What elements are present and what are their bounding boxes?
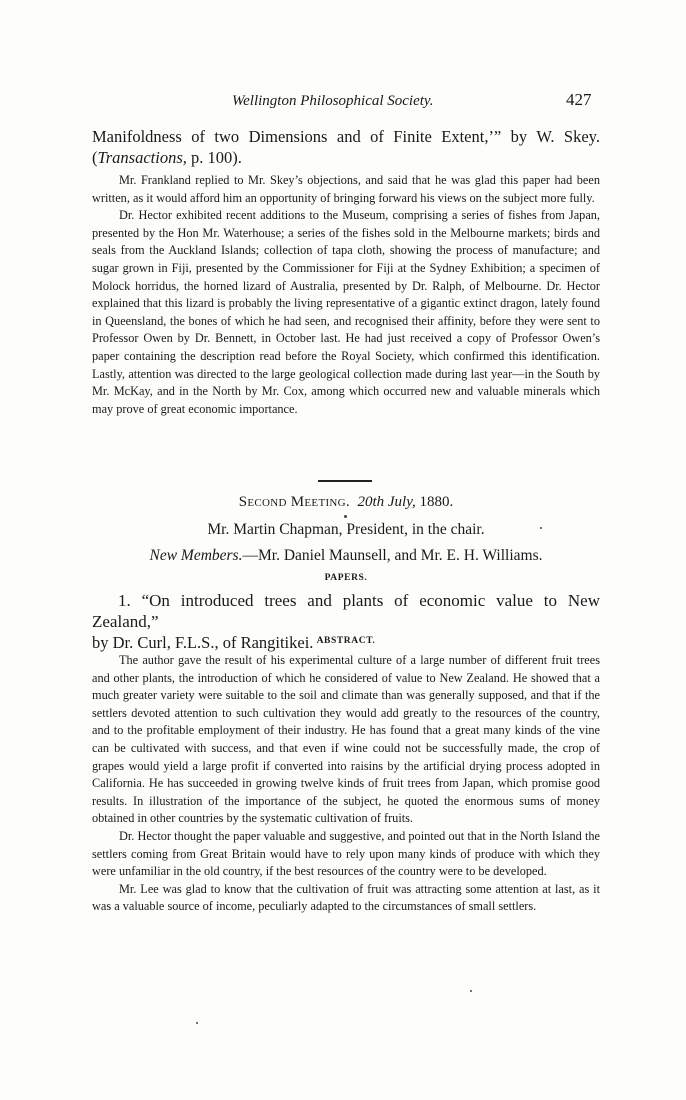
- new-members-label: New Members.: [149, 547, 243, 564]
- print-speck: [540, 527, 542, 529]
- reference-journal: Transactions,: [97, 148, 187, 167]
- meeting-year: 1880.: [415, 494, 454, 510]
- new-members-names: —Mr. Daniel Maunsell, and Mr. E. H. Williams.: [242, 547, 543, 564]
- meeting-heading: [92, 494, 600, 511]
- print-speck: [196, 1022, 198, 1024]
- paragraph-frankland: Mr. Frankland replied to Mr. Skey’s objections, and said that he was glad this paper had been written, as it would afford him an opportunity of bringing forward his views on the subject more fully.: [92, 173, 600, 205]
- print-speck: [344, 515, 347, 518]
- paper-title: 1. “On introduced trees and plants of economic value to New Zealand,”: [92, 591, 600, 631]
- chair-line: Mr. Martin Chapman, President, in the chair.: [207, 521, 485, 538]
- paper-reference: (Transactions, p. 100).: [92, 148, 242, 167]
- running-head-title: Wellington Philosophical Society.: [232, 93, 434, 109]
- first-section: [92, 126, 600, 418]
- reference-page: p. 100).: [186, 148, 242, 167]
- paragraph-hector-discussion: Dr. Hector thought the paper valuable and suggestive, and pointed out that in the North Island the settlers coming from Great Britain would have to rely upon many kinds of produce with which they were unfamiliar in the old country, if the best resources of the country were to be developed.: [92, 828, 600, 879]
- abstract-section: [92, 652, 600, 916]
- section-divider: [318, 480, 372, 482]
- new-members-line: [92, 547, 600, 565]
- paragraph-hector-museum: Dr. Hector exhibited recent additions to the Museum, comprising a series of fishes from Japan, presented by the Hon Mr. Waterhouse; a series of the fishes sold in the Melbourne markets; birds and seals from the Auckland Islands; collection of tapa cloth, showing the process of manufacture; and sugar grown in Fiji, presented by the Commissioner for Fiji at the Sydney Exhibition; a specimen of Molock horridus, the horned lizard of Australia, presented by Dr. Ralph, of Melbourne. Dr. Hector explained that this lizard is probably the living representative of a gigantic extinct dragon, lately found in Queensland, the bones of which he had seen, and recognised their affinity, before they were sent to Professor Owen by Dr. Bennett, in October last. He had just received a copy of Professor Owen’s paper containing the description read before the Royal Society, which confirmed this identification. Lastly, attention was directed to the large geological collection made during last year—in the South by Mr. McKay, and in the North by Mr. Cox, among which occurred new and valuable minerals which may prove of great economic importance.: [92, 208, 600, 416]
- paper-author: by Dr. Curl, F.L.S., of Rangitikei.: [92, 633, 314, 652]
- abstract-heading: ABSTRACT.: [316, 636, 376, 646]
- running-head: [0, 90, 686, 111]
- paper-title-continued: Manifoldness of two Dimensions and of Finite Extent,’” by W. Skey.: [92, 127, 600, 146]
- meeting-title: Second Meeting.: [238, 494, 350, 510]
- meeting-date: 20th July,: [357, 494, 416, 510]
- paragraph-abstract: The author gave the result of his experimental culture of a large number of different fruit trees and other plants, the introduction of which he considered of value to New Zealand. He showed that a much greater variety were suitable to the soil and climate than was generally supposed, and that if the settlers devoted attention to such cultivation they would add greatly to the resources of the country, and to the profitable employment of their industry. He has found that a great many kinds of the vine can be cultivated with success, and that even if wine could not be successfully made, the crop of grapes would yield a large profit if converted into raisins by the artificial drying process adopted in California. He has succeeded in growing twelve kinds of fruit trees from Japan, which promise good results. In illustration of the importance of the subject, he quoted the enormous sums of money obtained in other countries by the systematic cultivation of fruits.: [92, 653, 600, 826]
- papers-heading: PAPERS.: [324, 573, 368, 583]
- page-number: 427: [566, 90, 592, 109]
- paragraph-lee: Mr. Lee was glad to know that the cultivation of fruit was attracting some attention at last, as it was a valuable source of income, peculiarly adapted to the circumstances of small settlers.: [92, 881, 600, 914]
- print-speck: [470, 990, 472, 992]
